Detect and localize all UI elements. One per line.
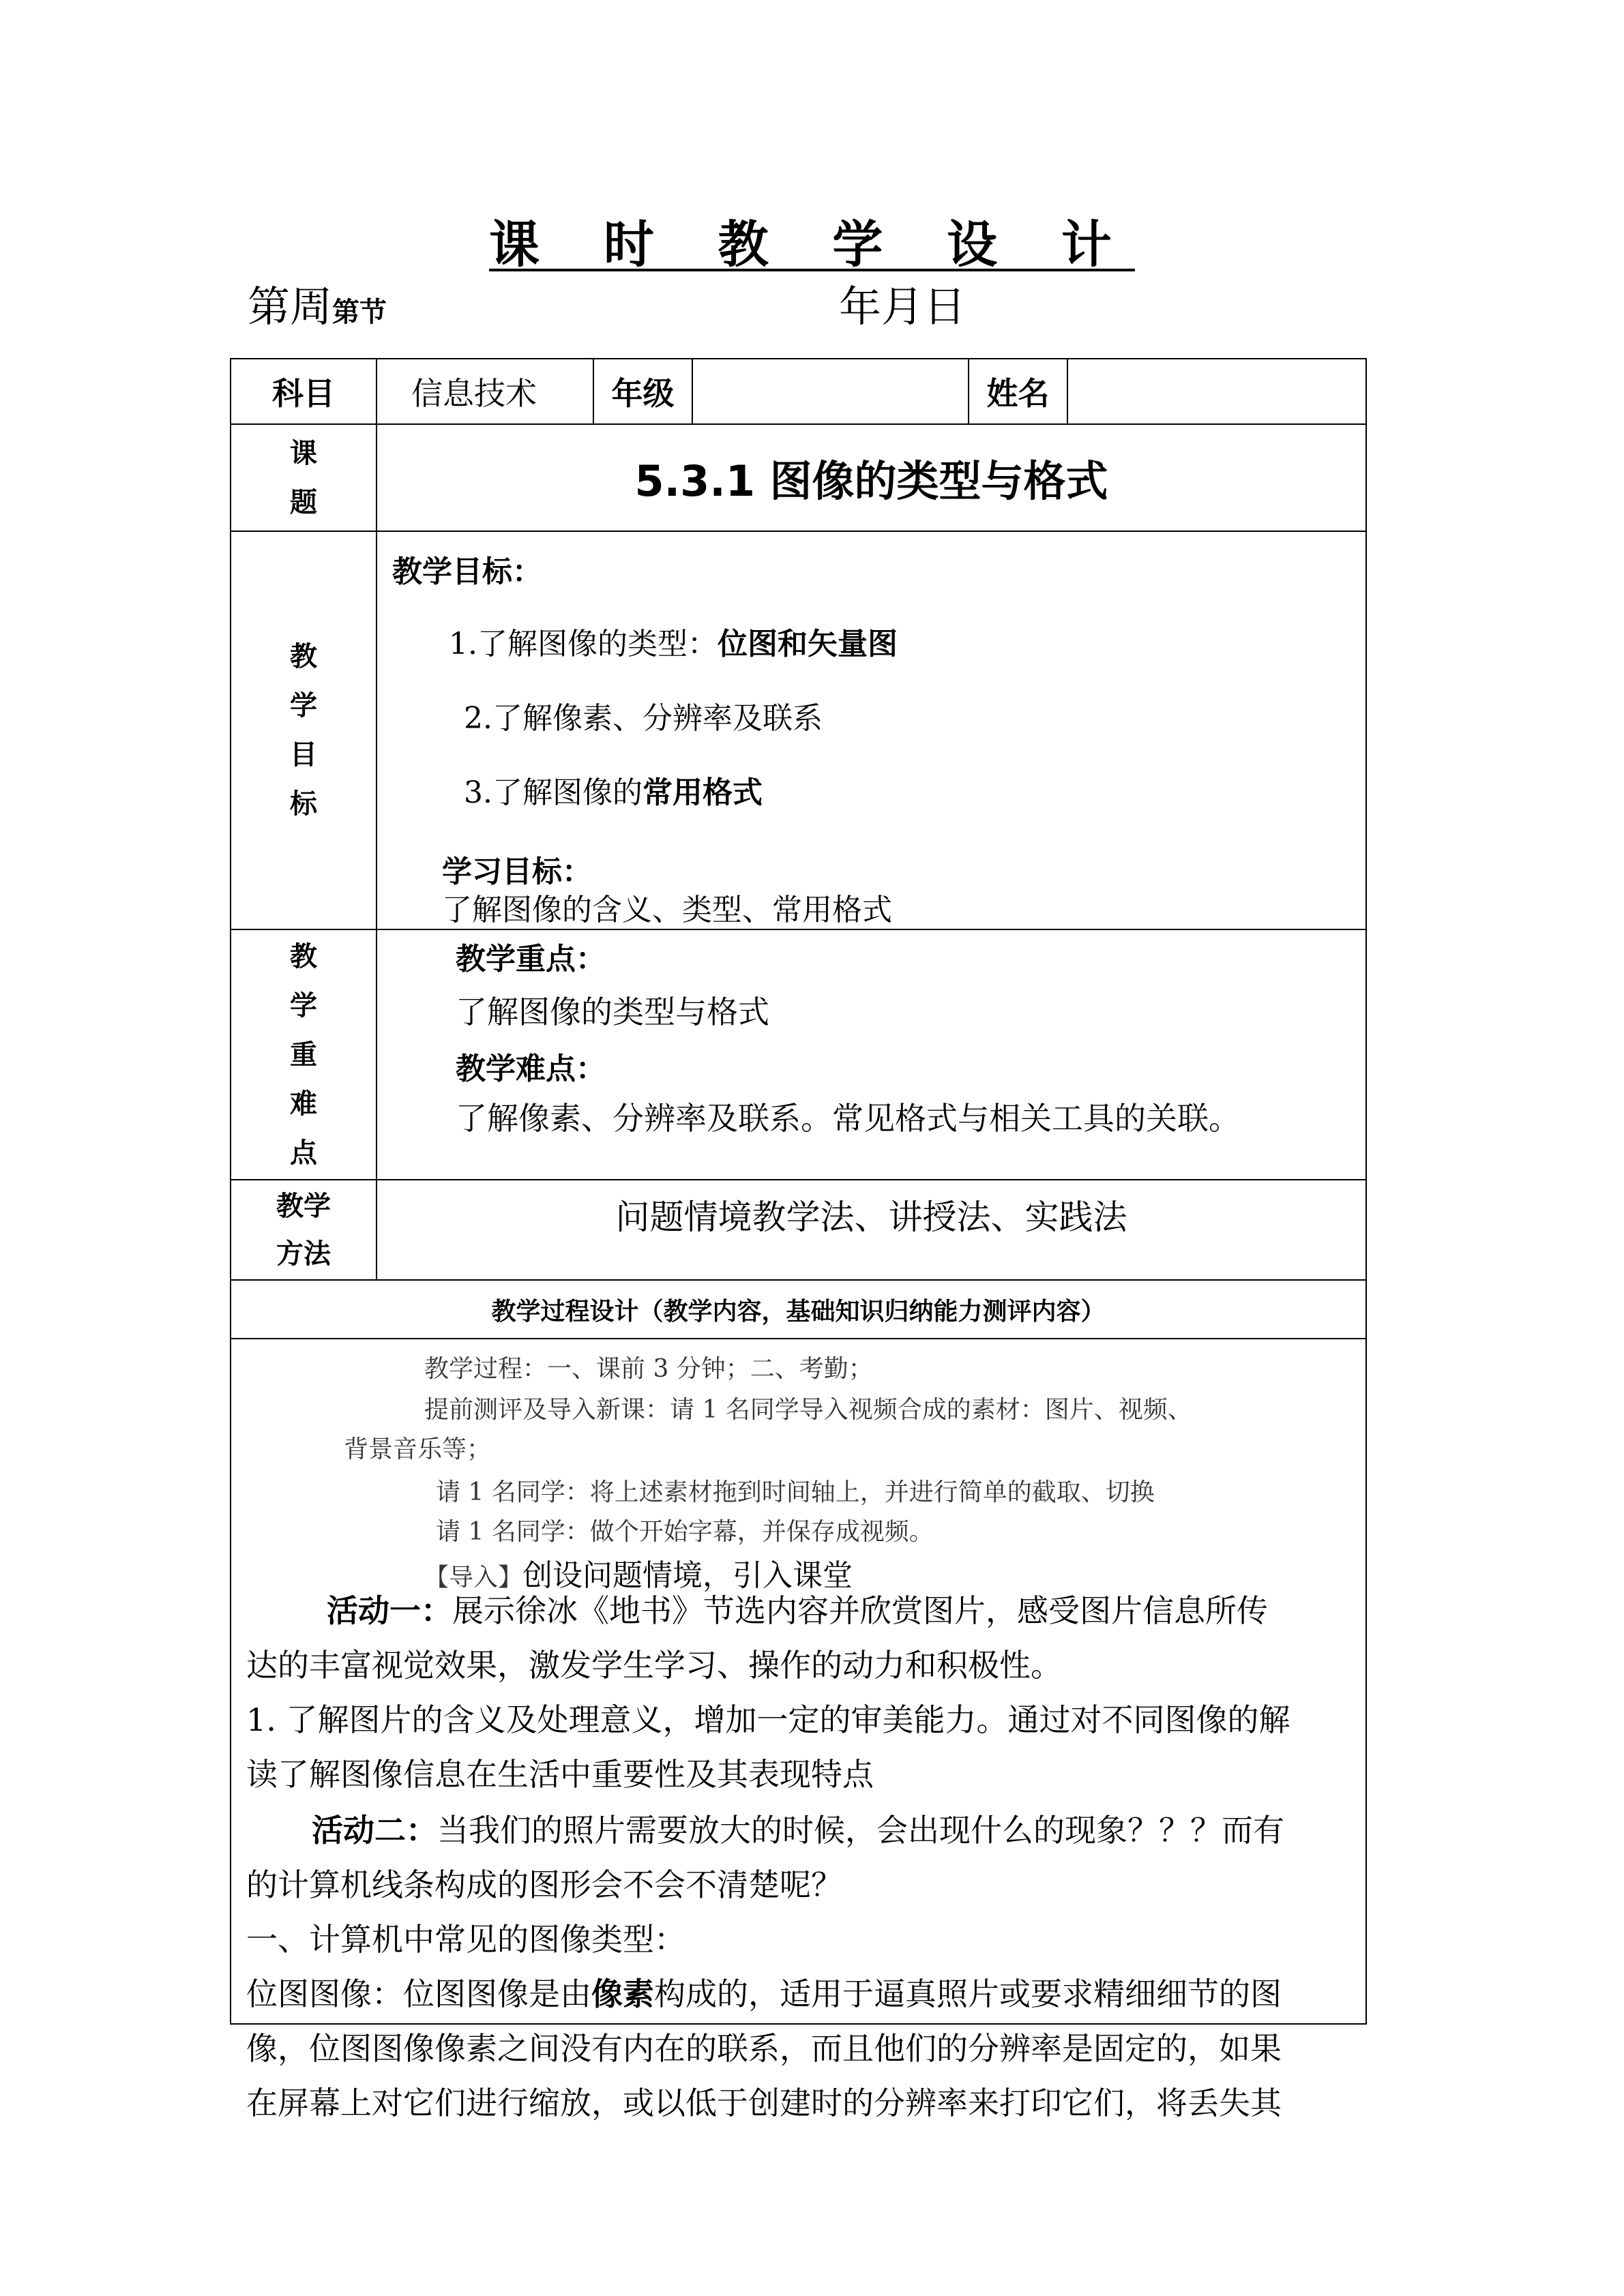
focus-text: 了解图像的类型与格式	[456, 994, 769, 1030]
process-line-2: 提前测评及导入新课：请 1 名同学导入视频合成的素材：图片、视频、	[424, 1396, 1192, 1424]
activity-1: 活动一：展示徐冰《地书》节选内容并欣赏图片，感受图片信息所传	[327, 1592, 1268, 1629]
activity-1-cont: 达的丰富视觉效果，激发学生学习、操作的动力和积极性。	[246, 1647, 1062, 1684]
point-1-cont: 读了解图像信息在生活中重要性及其表现特点	[246, 1756, 874, 1793]
difficulty-title: 教学难点：	[456, 1052, 606, 1086]
name-label: 姓名	[969, 359, 1067, 424]
process-line-6: 【导入】创设问题情境，引入课堂	[424, 1558, 853, 1593]
process-line-1: 教学过程：一、课前 3 分钟；二、考勤；	[424, 1355, 873, 1383]
key-points-content	[377, 929, 1366, 1180]
date-field: 年月日	[839, 282, 966, 331]
bitmap-line-2: 像，位图图像像素之间没有内在的联系，而且他们的分辨率是固定的，如果	[246, 2030, 1282, 2067]
process-line-4: 请 1 名同学：将上述素材拖到时间轴上，并进行简单的截取、切换	[436, 1478, 1155, 1506]
info-row	[231, 359, 1366, 424]
focus-title: 教学重点：	[456, 942, 606, 976]
key-points-row	[231, 929, 1366, 1180]
name-value	[1067, 359, 1366, 424]
activity-2: 活动二：当我们的照片需要放大的时候，会出现什么的现象？？？而有	[312, 1812, 1284, 1849]
process-header: 教学过程设计（教学内容，基础知识归纳能力测评内容）	[231, 1280, 1366, 1339]
process-line-5: 请 1 名同学：做个开始字幕，并保存成视频。	[436, 1518, 934, 1546]
goal-item-3: 3.了解图像的常用格式	[464, 775, 763, 810]
grade-label: 年级	[593, 359, 692, 424]
method-value: 问题情境教学法、讲授法、实践法	[377, 1180, 1366, 1280]
grade-value	[692, 359, 969, 424]
topic-row	[231, 424, 1366, 531]
activity-2-cont: 的计算机线条构成的图形会不会不清楚呢？	[246, 1866, 842, 1903]
method-label: 教学 方法	[231, 1180, 377, 1280]
section-1: 一、计算机中常见的图像类型：	[246, 1921, 685, 1958]
difficulty-text: 了解像素、分辨率及联系。常见格式与相关工具的关联。	[456, 1100, 1240, 1137]
document-title: 课 时 教 学 设 计	[489, 215, 1135, 274]
process-header-row	[231, 1280, 1366, 1339]
process-line-3: 背景音乐等；	[344, 1435, 492, 1463]
topic-value: 5.3.1 图像的类型与格式	[377, 424, 1366, 531]
bitmap-line-3: 在屏幕上对它们进行缩放，或以低于创建时的分辨率来打印它们，将丢失其	[246, 2085, 1282, 2121]
topic-label: 课 题	[231, 424, 377, 531]
goals-content	[377, 531, 1366, 929]
goal-item-2: 2.了解像素、分辨率及联系	[464, 701, 823, 736]
point-1: 1. 了解图片的含义及处理意义，增加一定的审美能力。通过对不同图像的解	[246, 1701, 1290, 1738]
process-content	[231, 1339, 1366, 2121]
goals-label: 教 学 目 标	[231, 531, 377, 929]
process-row	[231, 1339, 1366, 2024]
bitmap-line-1: 位图图像：位图图像是由像素构成的，适用于逼真照片或要求精细细节的图	[246, 1976, 1282, 2012]
learning-goals-text: 了解图像的含义、类型、常用格式	[442, 893, 892, 927]
goal-item-1: 1.了解图像的类型：位图和矢量图	[449, 627, 898, 661]
method-row	[231, 1180, 1366, 1280]
week-section-field: 第周第节	[248, 282, 387, 331]
subject-label: 科目	[231, 359, 377, 424]
teaching-goals-title: 教学目标：	[392, 554, 542, 589]
learning-goals-title: 学习目标：	[442, 854, 592, 889]
key-points-label: 教 学 重 难 点	[231, 929, 377, 1180]
goals-row	[231, 531, 1366, 929]
subject-value: 信息技术	[377, 359, 593, 424]
lesson-plan-table	[230, 358, 1367, 2121]
